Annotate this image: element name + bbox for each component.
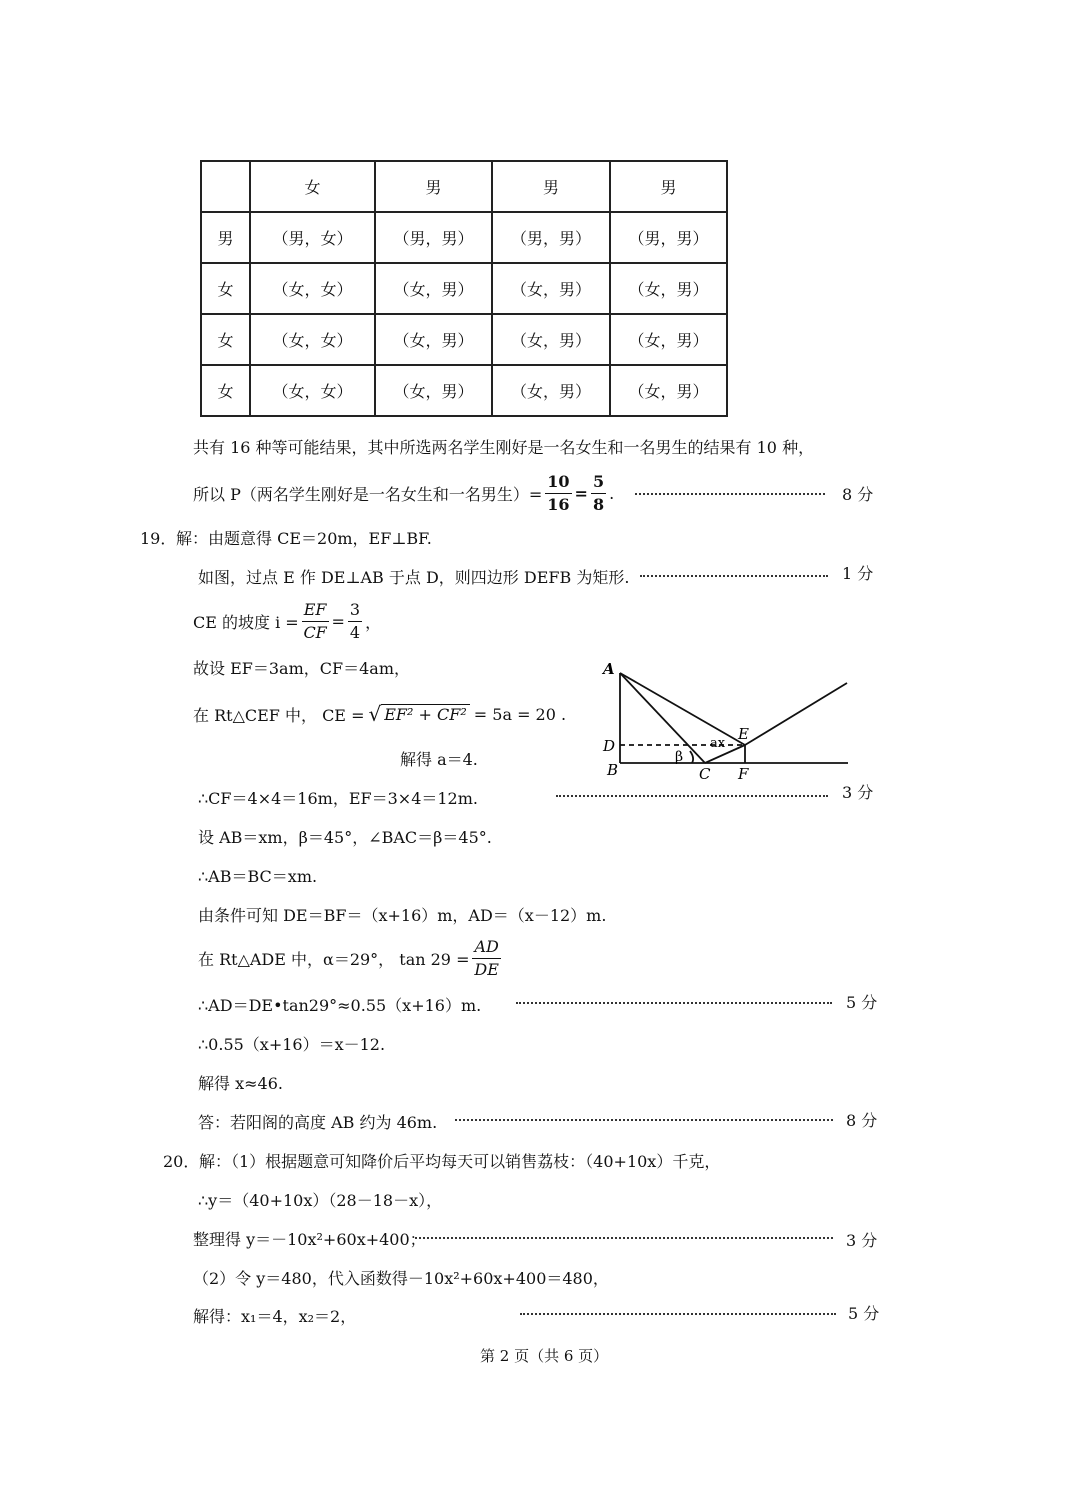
table-cell: （女，男） [610, 263, 727, 314]
label-beta: β [675, 749, 684, 765]
q19-line10: 由条件可知 DE＝BF＝（x+16）m，AD＝（x－12）m. [198, 906, 607, 925]
label-ax: ax [710, 736, 726, 751]
label-b: B [607, 761, 619, 779]
q20-score-1: 3 分 [846, 1231, 878, 1250]
table-cell [201, 161, 250, 212]
leader-dots [556, 795, 828, 797]
q20-line1: 解：（1）根据题意可知降价后平均每天可以销售荔枝：（40+10x）千克， [199, 1152, 721, 1171]
fraction-denominator: 4 [349, 622, 361, 642]
table-cell: （女，女） [250, 263, 375, 314]
q19-line7: ∴CF＝4×4＝16m，EF＝3×4＝12m. [198, 789, 478, 808]
q18-score: 8 分 [842, 485, 874, 504]
equals-sign: = [574, 483, 588, 503]
sqrt-radicand: EF² + CF² [381, 704, 470, 724]
q19-line12: ∴AD＝DE•tan29°≈0.55（x+16）m. [198, 996, 482, 1015]
label-d: D [603, 737, 616, 755]
table-cell: （女，女） [250, 314, 375, 365]
table-cell: 女 [201, 365, 250, 416]
beta-arc [690, 751, 693, 763]
q19-line1: 解：由题意得 CE＝20m，EF⊥BF. [176, 529, 432, 548]
table-cell: 男 [610, 161, 727, 212]
fraction-numerator: 3 [348, 599, 362, 622]
table-cell: 男 [201, 212, 250, 263]
q19-line15: 答：若阳阁的高度 AB 约为 46m. [198, 1113, 438, 1132]
q18-line1: 共有 16 种等可能结果，其中所选两名学生刚好是一名女生和一名男生的结果有 10 种， [193, 438, 815, 457]
table-cell: （女，男） [610, 365, 727, 416]
table-cell: （女，男） [375, 365, 492, 416]
table-cell: （女，女） [250, 365, 375, 416]
table-cell: 男 [492, 161, 610, 212]
table-cell: （男，男） [492, 212, 610, 263]
q19-line5 [193, 702, 566, 726]
q20-line3: 整理得 y＝－10x²+60x+400； [193, 1230, 426, 1249]
q20-number: 20． [163, 1152, 200, 1171]
q19-score-2: 3 分 [842, 783, 874, 802]
q19-line11 [198, 935, 504, 981]
q20-score-2: 5 分 [848, 1304, 880, 1323]
q18-fraction-2 [591, 471, 606, 516]
q19-line2: 如图，过点 E 作 DE⊥AB 于点 D，则四边形 DEFB 为矩形. [198, 568, 630, 587]
outcome-table [200, 160, 728, 417]
table-cell: 女 [201, 263, 250, 314]
table-cell: 女 [250, 161, 375, 212]
leader-dots [635, 493, 825, 495]
fraction-denominator: CF [303, 622, 327, 642]
q19-score-3: 5 分 [846, 993, 878, 1012]
q19-line3 [193, 598, 381, 644]
tan-fraction [472, 936, 500, 981]
fraction-numerator: 5 [591, 471, 606, 494]
table-cell: （女，男） [492, 263, 610, 314]
table-cell: （男，男） [610, 212, 727, 263]
leader-dots [516, 1002, 832, 1004]
comma: ， [365, 612, 382, 632]
leader-dots [415, 1237, 833, 1239]
q18-line2 [193, 470, 614, 516]
q19-line14: 解得 x≈46. [198, 1074, 283, 1093]
table-cell: （女，男） [375, 314, 492, 365]
q19-line5-prefix: 在 Rt△CEF 中， CE = [193, 705, 365, 725]
fraction-denominator: 8 [592, 494, 605, 514]
q19-line9: ∴AB＝BC＝xm. [198, 867, 318, 886]
fraction-numerator: EF [302, 599, 329, 622]
q18-line2-prefix: 所以 P（两名学生刚好是一名女生和一名男生）= [193, 484, 543, 504]
equals-sign: = [331, 611, 345, 631]
fraction-denominator: DE [474, 959, 499, 979]
label-c: C [699, 765, 711, 783]
q19-line4: 故设 EF＝3am，CF＝4am， [193, 659, 410, 678]
table-cell: 男 [375, 161, 492, 212]
fraction-denominator: 16 [547, 494, 570, 514]
table-header-row [201, 161, 727, 212]
slope-fraction [302, 599, 329, 644]
q20-line2: ∴y＝（40+10x）（28－18－x）， [198, 1191, 443, 1210]
table-cell: （女，男） [492, 314, 610, 365]
slope-extension [745, 683, 847, 745]
q20-line5: 解得：x₁＝4，x₂＝2， [193, 1307, 357, 1326]
fraction-numerator: 10 [545, 471, 571, 494]
table-cell: （女，男） [375, 263, 492, 314]
segment-ac [620, 673, 705, 763]
q19-score-1: 1 分 [842, 564, 874, 583]
label-f: F [738, 765, 749, 783]
table-cell: （男，男） [375, 212, 492, 263]
q19-line3-prefix: CE 的坡度 i = [193, 612, 299, 632]
geometry-figure [595, 655, 855, 790]
q19-line13: ∴0.55（x+16）＝x－12. [198, 1035, 386, 1054]
q19-line5-suffix: = 5a = 20 . [473, 704, 567, 724]
q19-number: 19． [140, 529, 177, 548]
q19-line6: 解得 a＝4. [400, 750, 478, 769]
table-row [201, 263, 727, 314]
page-footer: 第 2 页（共 6 页） [480, 1347, 609, 1365]
table-row [201, 365, 727, 416]
table-cell: （女，男） [610, 314, 727, 365]
q18-fraction-1 [545, 471, 571, 516]
q20-line4: （2）令 y＝480，代入函数得－10x²+60x+400＝480， [193, 1269, 609, 1288]
leader-dots [640, 575, 828, 577]
table-cell: 女 [201, 314, 250, 365]
fraction-numerator: AD [472, 936, 500, 959]
table-cell: （男，女） [250, 212, 375, 263]
ratio-fraction [348, 599, 362, 644]
q19-score-4: 8 分 [846, 1111, 878, 1130]
table-row [201, 212, 727, 263]
q19-line11-prefix: 在 Rt△ADE 中，α＝29°， tan 29 = [198, 949, 470, 969]
table-row [201, 314, 727, 365]
q19-line8: 设 AB＝xm，β＝45°，∠BAC＝β＝45°. [198, 828, 492, 847]
table-cell: （女，男） [492, 365, 610, 416]
label-a: A [603, 660, 615, 678]
sqrt-icon: √ [368, 702, 382, 726]
leader-dots [455, 1119, 833, 1121]
segment-ae [620, 673, 745, 745]
period: . [609, 483, 615, 503]
label-e: E [738, 725, 749, 743]
leader-dots [520, 1313, 836, 1315]
